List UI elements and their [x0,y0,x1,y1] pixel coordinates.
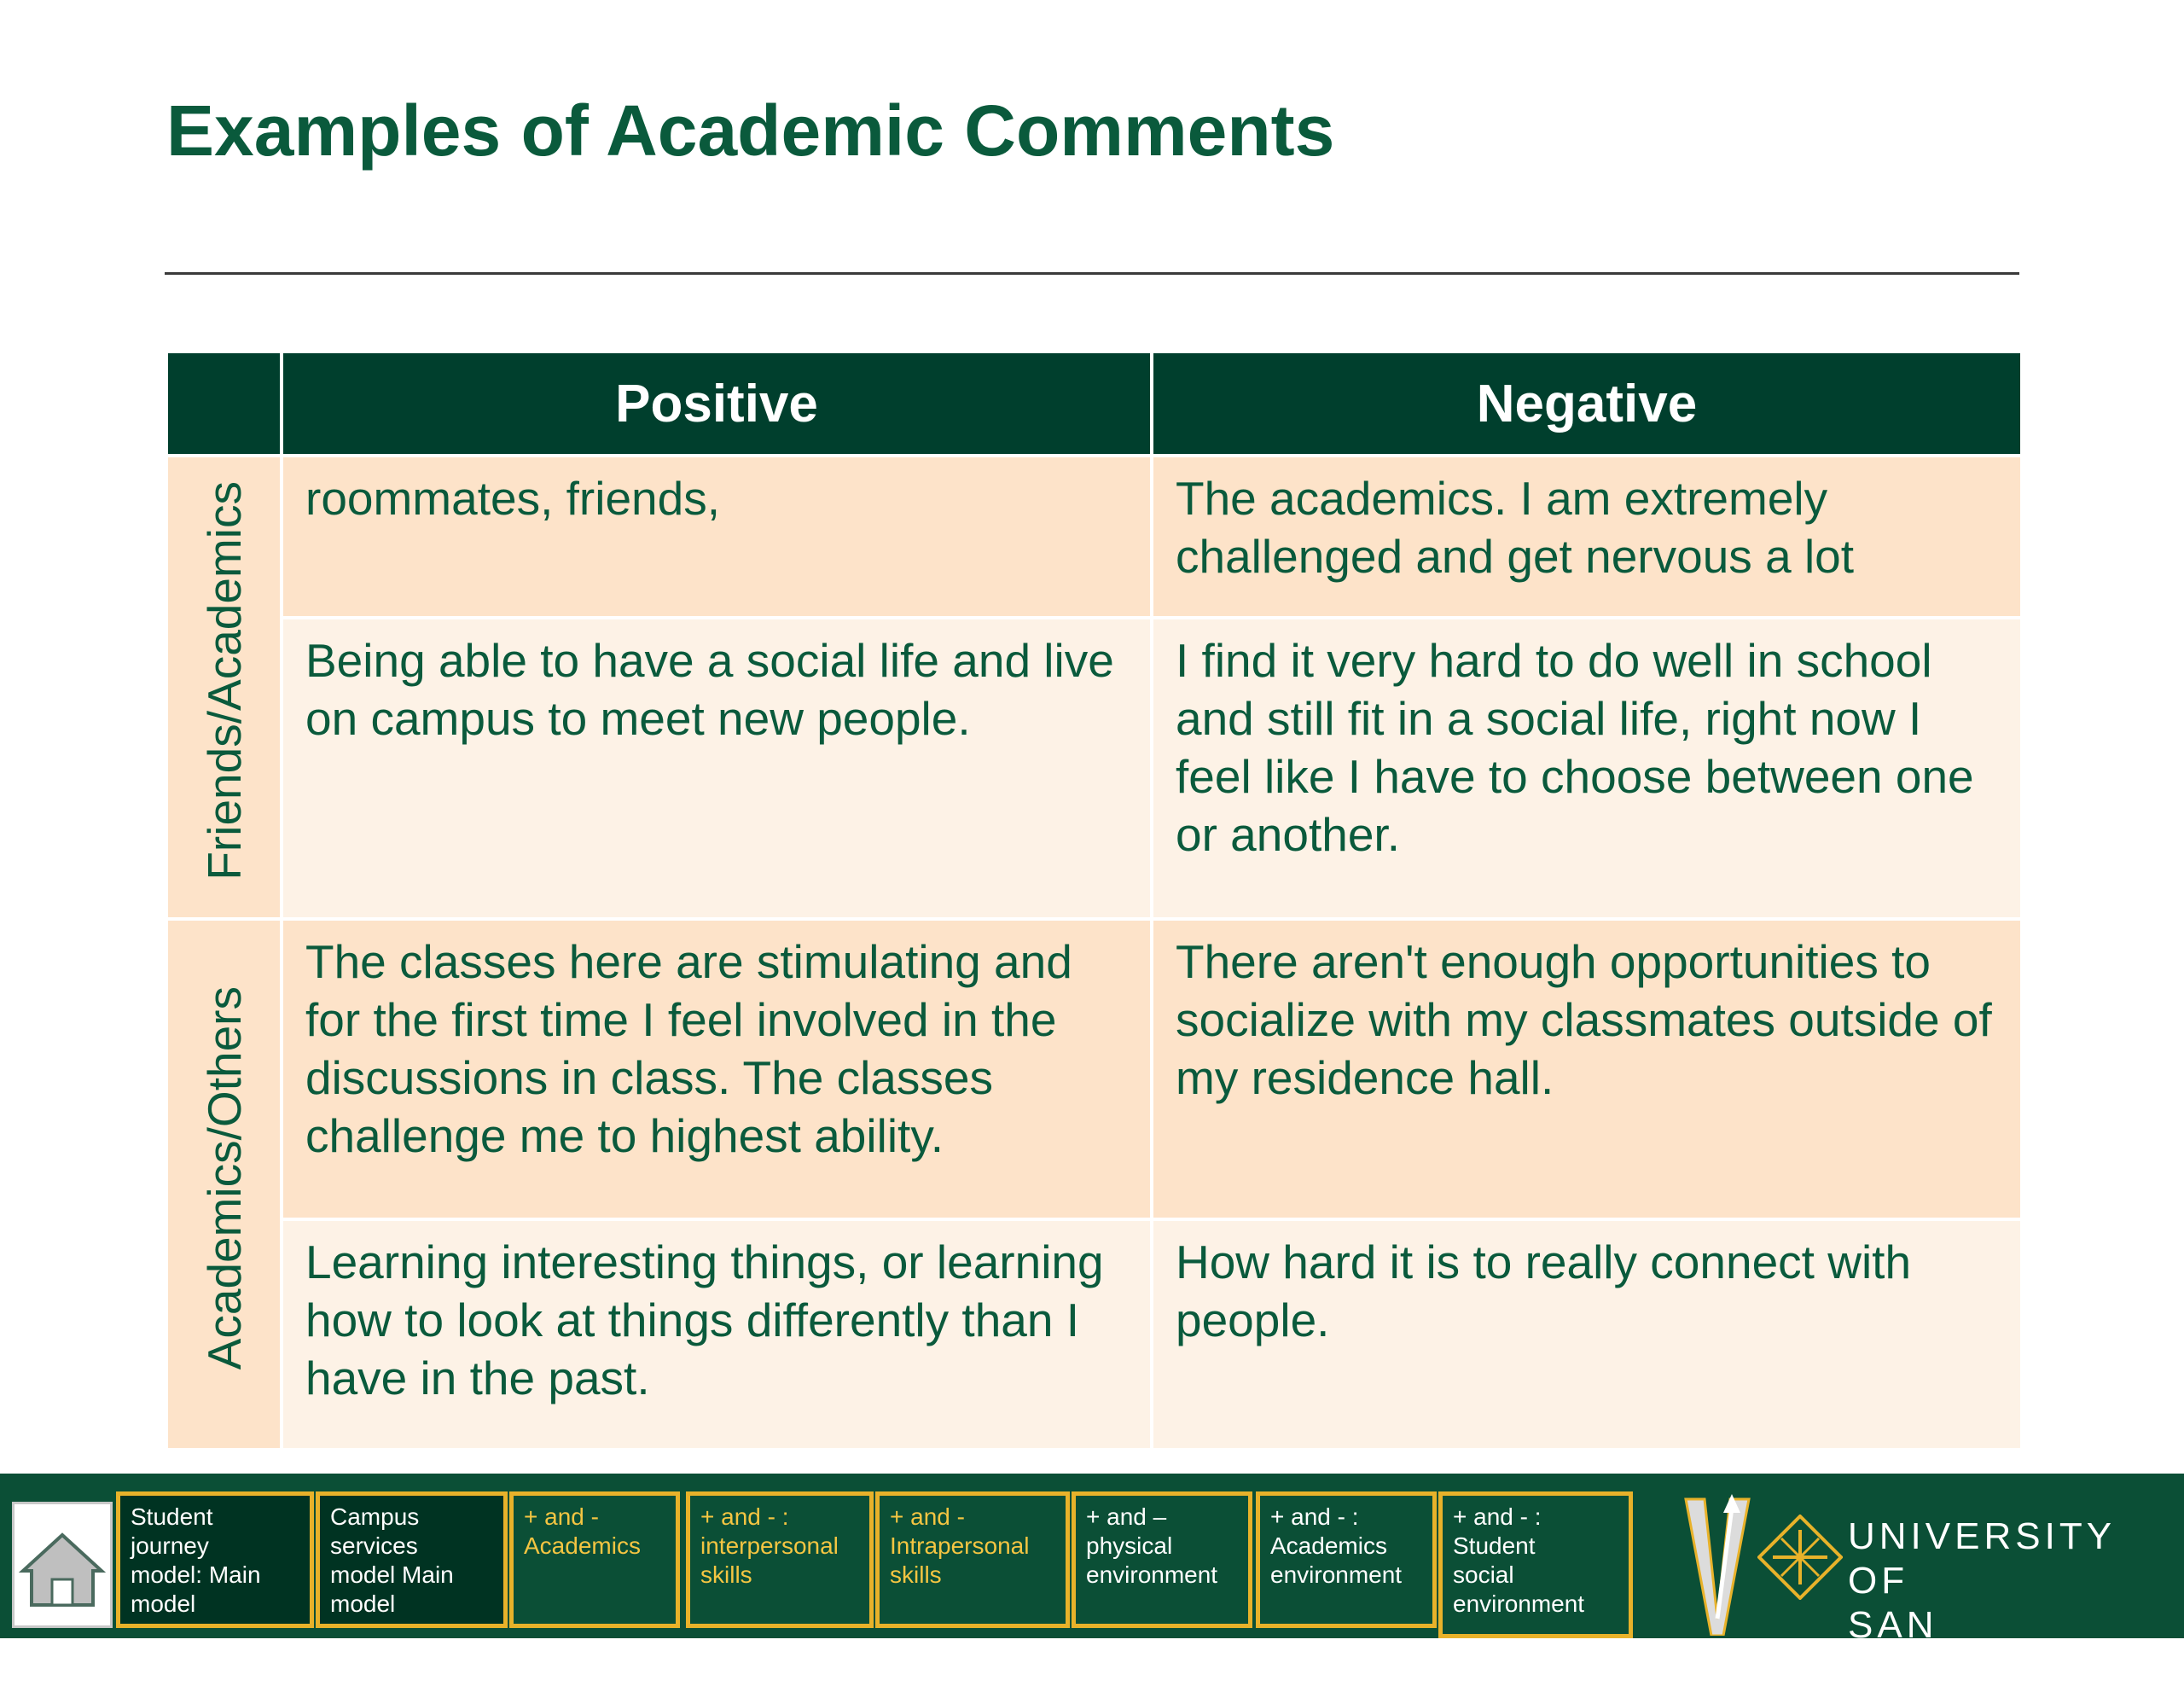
nav-line: environment [1086,1561,1218,1588]
dons-logo-mark [1679,1491,1756,1636]
nav-line: Academics [1270,1532,1387,1559]
header-negative: Negative [1152,352,2022,456]
slide-title: Examples of Academic Comments [166,90,1335,171]
nav-line: + and – [1086,1503,1167,1530]
home-icon [15,1504,110,1625]
nav-line: Intrapersonal [890,1532,1030,1559]
comments-table-container [165,350,2020,1451]
nav-interpersonal-skills[interactable] [686,1491,874,1628]
nav-line: model: Main [131,1561,261,1588]
nav-line: + and - [890,1503,965,1530]
home-button[interactable] [12,1502,113,1628]
nav-line: Academics [524,1532,641,1559]
table-row [166,919,2022,1219]
negative-cell: I find it very hard to do well in school and still fit in a social life, right now I feel like I have to choose between one or another. [1152,618,2022,919]
group-label-academics-others [166,919,282,1450]
nav-line: + and - : [700,1503,789,1530]
table-row [166,456,2022,618]
nav-line: interpersonal [700,1532,839,1559]
nav-academics[interactable] [509,1491,680,1628]
nav-line: model [131,1590,196,1617]
nav-line: + and - : [1453,1503,1542,1530]
logo-line: SAN FRANCISCO [1848,1604,2108,1690]
nav-student-social-environment[interactable] [1438,1491,1633,1638]
nav-physical-environment[interactable] [1072,1491,1252,1628]
positive-cell: roommates, friends, [282,456,1152,618]
comments-table [165,350,2024,1451]
footer-nav-bar [0,1474,2184,1690]
nav-line: Campus [330,1503,420,1530]
nav-academics-environment[interactable] [1256,1491,1437,1628]
negative-cell: How hard it is to really connect with people. [1152,1219,2022,1450]
nav-intrapersonal-skills[interactable] [875,1491,1070,1628]
nav-line: Student [1453,1532,1536,1559]
nav-line: skills [700,1561,752,1588]
nav-line: skills [890,1561,942,1588]
negative-cell: The academics. I am extremely challenged and get nervous a lot [1152,456,2022,618]
title-divider [165,272,2019,275]
nav-line: environment [1270,1561,1403,1588]
table-row [166,618,2022,919]
nav-line: services [330,1532,418,1559]
nav-line: Student [131,1503,213,1530]
nav-line: social [1453,1561,1514,1588]
nav-line: physical [1086,1532,1173,1559]
nav-campus-services-model[interactable] [316,1491,508,1628]
table-row [166,1219,2022,1450]
nav-line: model Main [330,1561,454,1588]
header-positive: Positive [282,352,1152,456]
group-label-text: Friends/Academics [197,481,251,881]
university-name-logo [1848,1515,2184,1692]
nav-line: journey [131,1532,209,1559]
nav-line: + and - [524,1503,599,1530]
group-label-text: Academics/Others [197,986,251,1370]
positive-cell: Learning interesting things, or learning how to look at things differently than I have in the past. [282,1219,1152,1450]
nav-line: model [330,1590,396,1617]
header-corner [166,352,282,456]
usf-emblem-icon [1757,1515,1843,1600]
nav-line: environment [1453,1590,1585,1617]
nav-student-journey-model[interactable] [116,1491,314,1628]
nav-line: + and - : [1270,1503,1359,1530]
positive-cell: The classes here are stimulating and for the first time I feel involved in the discussions in class. The classes challenge me to highest ability. [282,919,1152,1219]
table-header-row [166,352,2022,456]
negative-cell: There aren't enough opportunities to socialize with my classmates outside of my residence hall. [1152,919,2022,1219]
logo-line: UNIVERSITY OF [1848,1515,2116,1602]
positive-cell: Being able to have a social life and live on campus to meet new people. [282,618,1152,919]
group-label-friends-academics [166,456,282,919]
